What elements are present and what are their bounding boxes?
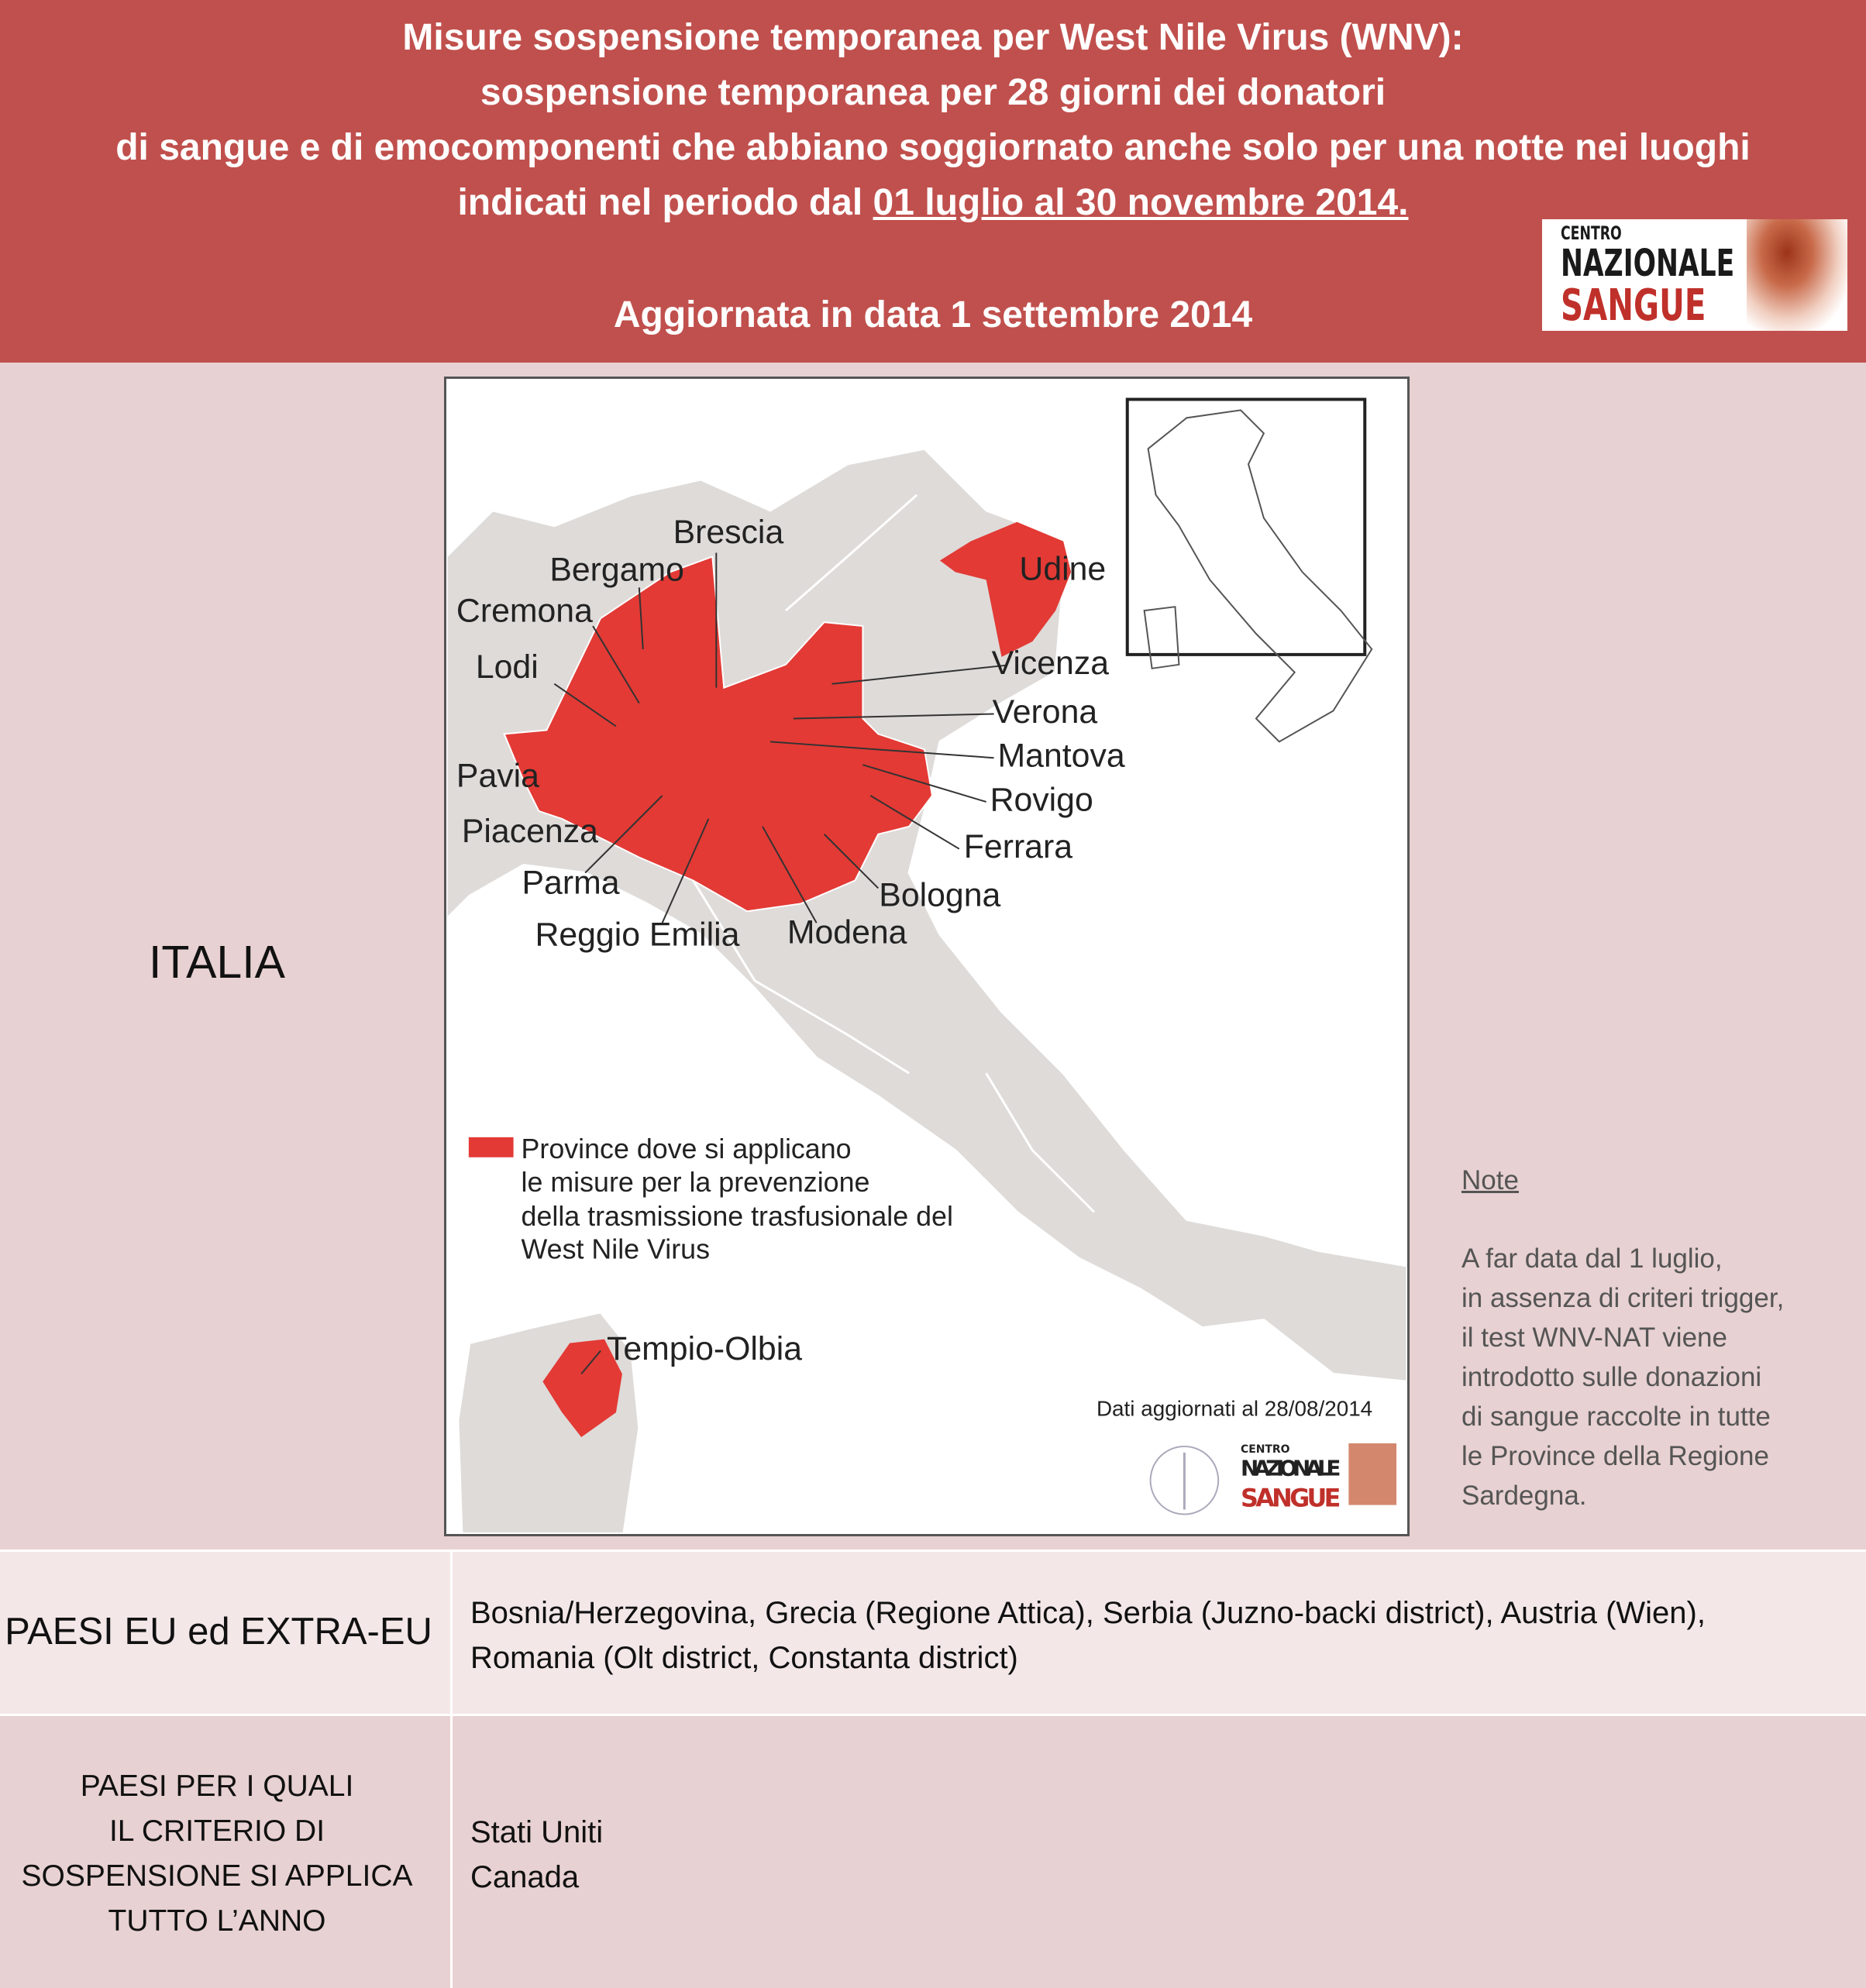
legend-line: le misure per la prevenzione — [521, 1167, 870, 1199]
label-bologna: Bologna — [879, 876, 1001, 914]
note-title: Note — [1461, 1165, 1519, 1195]
note-line: introdotto sulle donazioni — [1461, 1362, 1762, 1392]
map-logo-text: CENTRO — [1241, 1443, 1290, 1456]
map-logo-text: SANGUE — [1241, 1483, 1341, 1513]
label-udine: Udine — [1019, 550, 1107, 588]
legend-line: West Nile Virus — [521, 1233, 711, 1265]
updated-date: Aggiornata in data 1 settembre 2014 — [613, 294, 1253, 335]
row-label-paesi-eu: PAESI EU ed EXTRA-EU — [5, 1611, 432, 1653]
row-all-year — [0, 1714, 1866, 1988]
map-logo-text: NAZIONALE — [1241, 1455, 1341, 1481]
period-dates: 01 luglio al 30 novembre 2014. — [873, 182, 1409, 223]
smoke-graphic — [1747, 219, 1847, 331]
note-line: in assenza di criteri trigger, — [1461, 1283, 1785, 1313]
label-line: SOSPENSIONE SI APPLICA — [21, 1859, 413, 1893]
logo-text: NAZIONALE — [1561, 242, 1735, 285]
label-verona: Verona — [992, 693, 1098, 731]
map-mark — [522, 1133, 953, 1264]
label-vicenza: Vicenza — [991, 645, 1110, 683]
iss-seal — [1151, 1446, 1219, 1515]
label-line: PAESI PER I QUALI — [80, 1770, 354, 1803]
title-line-2: sospensione temporanea per 28 giorni dei donatori — [480, 72, 1386, 113]
label-reggio-emilia: Reggio Emilia — [535, 916, 740, 954]
inset-map — [1128, 399, 1372, 741]
cns-logo — [1542, 219, 1847, 331]
header-banner — [0, 0, 1866, 363]
label-tempio-olbia: Tempio-Olbia — [606, 1329, 803, 1367]
label-pavia: Pavia — [456, 757, 539, 795]
label-ferrara: Ferrara — [963, 827, 1073, 865]
data-update-note: Dati aggiornati al 28/08/2014 — [1096, 1396, 1373, 1421]
period-prefix: indicati nel periodo dal — [457, 182, 873, 223]
legend-line: della trasmissione trasfusionale del — [521, 1200, 953, 1232]
row-paesi-eu — [0, 1549, 1866, 1714]
note-line: il test WNV-NAT viene — [1461, 1322, 1727, 1353]
column-divider — [450, 1716, 453, 1988]
label-piacenza: Piacenza — [461, 813, 598, 851]
logo-text: CENTRO — [1561, 222, 1622, 244]
label-line: IL CRITERIO DI — [108, 1814, 325, 1848]
note-line: le Province della Regione — [1461, 1441, 1769, 1471]
map-mark — [1348, 1443, 1396, 1505]
label-parma: Parma — [522, 864, 620, 902]
country-canada: Canada — [470, 1860, 580, 1894]
italy-map — [444, 377, 1410, 1536]
label-brescia: Brescia — [673, 513, 784, 551]
title-line-3: di sangue e di emocomponenti che abbiano soggiornato anche solo per una notte nei luoghi — [115, 127, 1751, 168]
note-line: di sangue raccolte in tutte — [1461, 1402, 1771, 1432]
column-divider — [450, 1552, 453, 1714]
note-box — [1461, 1161, 1849, 1515]
label-mantova: Mantova — [997, 737, 1125, 775]
label-line: TUTTO L’ANNO — [108, 1904, 326, 1938]
countries-line-1: Bosnia/Herzegovina, Grecia (Regione Attica), Serbia (Juzno-backi district), Austria (Wien), — [470, 1596, 1706, 1630]
logo-text: SANGUE — [1561, 280, 1706, 331]
label-lodi: Lodi — [475, 648, 539, 686]
map-cns-logo — [1241, 1443, 1396, 1513]
note-line: A far data dal 1 luglio, — [1461, 1243, 1723, 1274]
title-line-1: Misure sospensione temporanea per West Nile Virus (WNV): — [402, 17, 1464, 58]
legend-line: Province dove si applicano — [521, 1133, 852, 1165]
label-rovigo: Rovigo — [990, 781, 1093, 819]
row-label-italia: ITALIA — [149, 937, 285, 988]
label-bergamo: Bergamo — [549, 551, 684, 589]
countries-line-2: Romania (Olt district, Constanta district) — [470, 1641, 1018, 1675]
row-label-all-year — [0, 1764, 434, 1944]
note-line: Sardegna. — [1461, 1481, 1587, 1511]
country-usa: Stati Uniti — [470, 1815, 604, 1849]
label-cremona: Cremona — [456, 592, 593, 630]
legend-swatch — [469, 1137, 514, 1157]
label-modena: Modena — [787, 913, 907, 951]
